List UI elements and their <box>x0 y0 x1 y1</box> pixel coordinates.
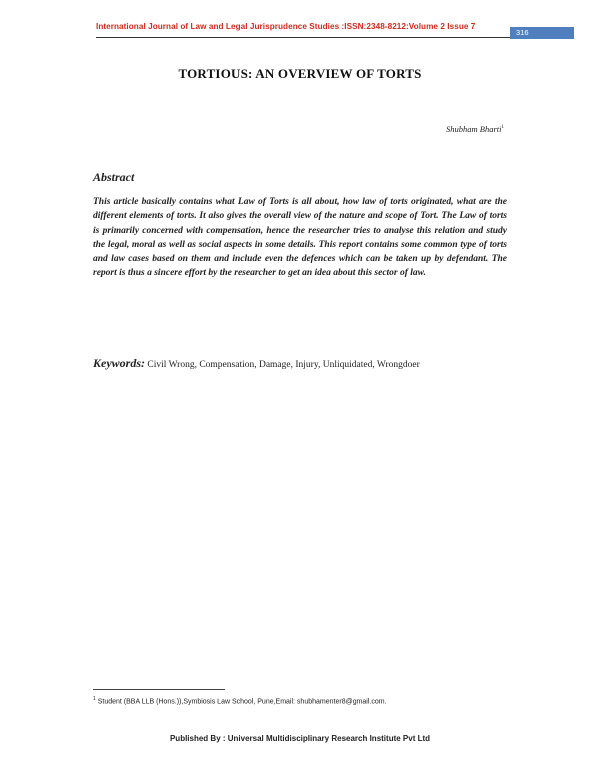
keywords-list: Civil Wrong, Compensation, Damage, Injury, Unliquidated, Wrongdoer <box>147 360 420 370</box>
publisher-footer: Published By : Universal Multidisciplinary Research Institute Pvt Ltd <box>169 734 431 743</box>
footnote-rule <box>93 689 225 690</box>
header-rule <box>96 37 510 38</box>
author-name <box>446 124 504 134</box>
page-number: 316 <box>510 27 574 39</box>
abstract-heading: Abstract <box>93 170 135 184</box>
author-name-text: Shubham Bharti <box>446 124 502 134</box>
article-title: TORTIOUS: AN OVERVIEW OF TORTS <box>178 66 422 81</box>
keywords-label: Keywords: <box>93 356 145 370</box>
footnote-mark: 1 <box>93 696 96 702</box>
journal-header: International Journal of Law and Legal Jurisprudence Studies :ISSN:2348-8212:Volume 2 Issue 7 <box>96 22 476 31</box>
keywords <box>93 356 420 371</box>
abstract-body: This article basically contains what Law of Torts is all about, how law of torts originated, what are the different elements of torts. It also gives the overall view of the nature and scope of Tort. The Law of torts is primarily concerned with compensation, hence the researcher tries to analyse this relation and study the legal, moral as well as social aspects in some details. This report contains some common type of torts and law cases based on them and include even the defences which can be taken up by defendant. The report is thus a sincere effort by the researcher to get an idea about this sector of law. <box>93 197 507 279</box>
footnote <box>93 696 387 705</box>
footnote-text: Student (BBA LLB (Hons.)),Symbiosis Law School, Pune,Email: shubhamenter8@gmail.com. <box>97 698 387 706</box>
author-footnote-mark[interactable]: 1 <box>501 125 504 131</box>
